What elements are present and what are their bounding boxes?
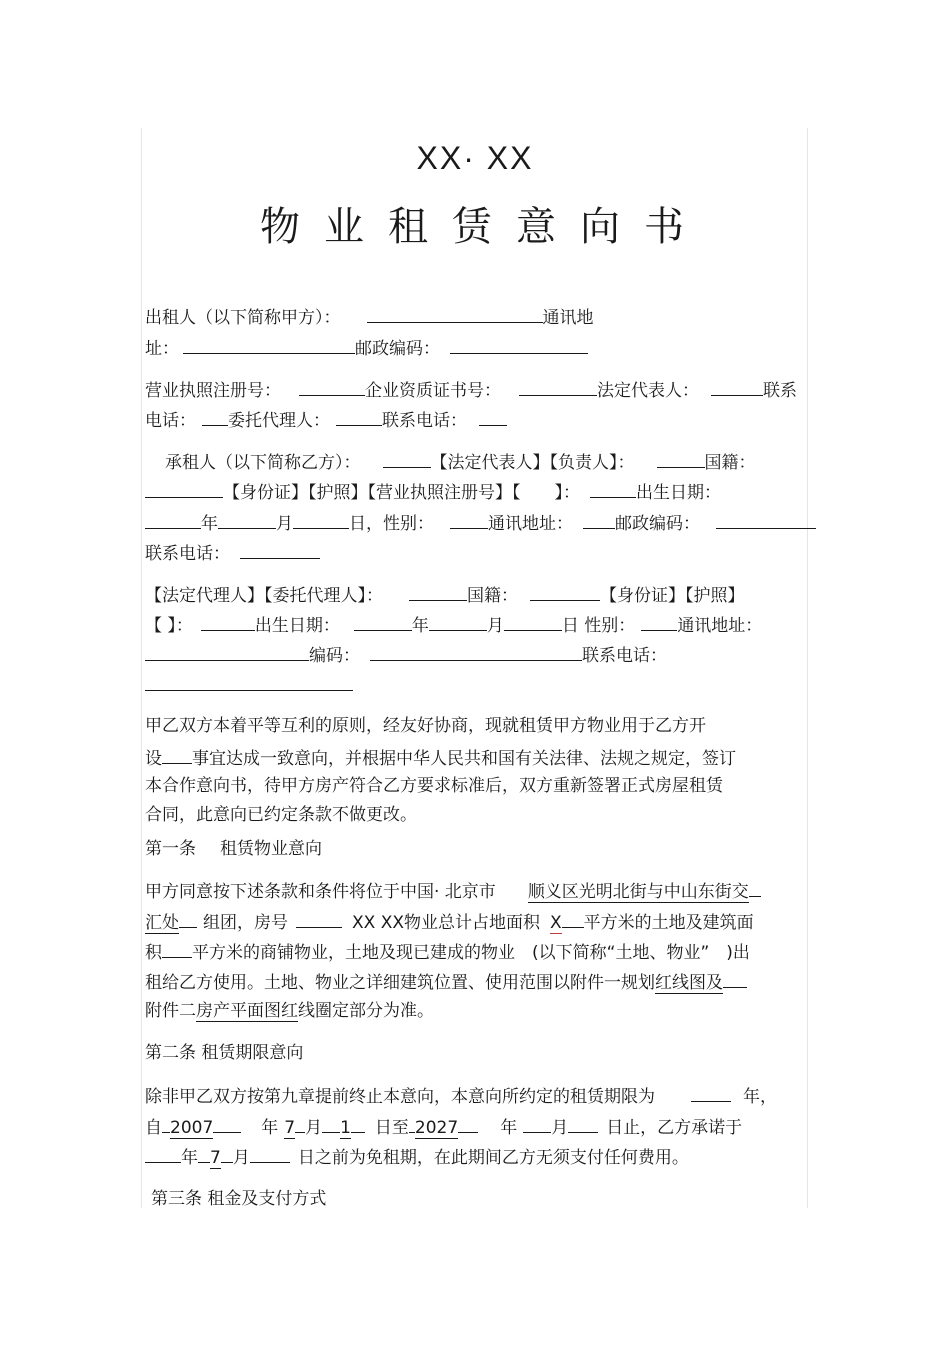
end-month-label: 月	[551, 1118, 569, 1138]
intro-line-2-end: 事宜达成一致意向，并根据中华人民共和国有关法律、法规之规定，签订	[192, 749, 736, 769]
article1-line-5	[145, 1000, 434, 1022]
article3-heading: 第三条 租金及支付方式	[151, 1189, 327, 1209]
room-number-blank	[296, 910, 342, 928]
free-month-label: 月	[232, 1148, 250, 1168]
article1-line-2	[145, 910, 754, 934]
birthdate-label: 出生日期：	[636, 483, 721, 503]
lessee-line-1	[165, 450, 756, 474]
birth-month-blank	[218, 511, 276, 529]
start-year: 2007	[170, 1118, 214, 1138]
lessee-phone-label: 联系电话：	[145, 544, 230, 564]
lessee-address-blank	[583, 511, 615, 529]
address-blank	[183, 336, 355, 354]
year-label: 年	[201, 514, 218, 534]
agent-id-type-label: 【身份证】【护照】	[600, 586, 745, 606]
start-year-lead	[162, 1115, 170, 1133]
article1-heading	[145, 838, 322, 860]
from-label: 自	[145, 1118, 162, 1138]
agent-birth-year-blank	[354, 613, 412, 631]
agent-address-blank	[145, 643, 309, 661]
agent-line-2	[145, 613, 762, 637]
redline-map-blank	[723, 970, 747, 988]
lessee-line-4	[145, 541, 320, 565]
agent-label: 委托代理人：	[228, 411, 330, 431]
lessor-line-4	[145, 408, 507, 432]
agent-phone-label: 联系电话：	[582, 646, 667, 666]
agent-phone-blank	[145, 673, 353, 691]
id-type-label: 【身份证】【护照】【营业执照注册号】【	[223, 483, 521, 503]
start-month: 7	[284, 1118, 296, 1138]
property-location-end: 汇处	[145, 913, 179, 933]
article2-heading: 第二条 租赁期限意向	[145, 1043, 304, 1063]
start-month-label: 月	[305, 1118, 323, 1138]
end-year-tail	[458, 1115, 478, 1133]
document-title-code: XX· XX	[416, 140, 534, 176]
postcode-label: 邮政编码：	[355, 339, 440, 359]
building-area-label: 平方米的土地及建筑面	[583, 913, 754, 933]
lessee-label: 承租人（以下简称乙方）：	[165, 453, 361, 473]
location-blank-tail	[749, 879, 761, 897]
agent-birth-day-blank	[504, 613, 562, 631]
license-blank	[299, 378, 365, 396]
phone-label-end: 电话：	[145, 411, 196, 431]
end-month-blank	[523, 1115, 551, 1133]
lessor-line-1	[145, 305, 594, 329]
lessor-label: 出租人（以下简称甲方）：	[145, 308, 341, 328]
free-month-tail	[221, 1145, 233, 1163]
start-day-lead	[322, 1115, 340, 1133]
lessor-line-2	[145, 336, 588, 360]
intro-line-1: 甲乙双方本着平等互利的原则，经友好协商，现就租赁甲方物业用于乙方开	[145, 716, 706, 736]
agent-phone-blank	[479, 408, 507, 426]
location-end-blank	[179, 910, 197, 928]
end-day-blank	[568, 1115, 598, 1133]
start-year-label: 年	[261, 1118, 279, 1138]
building-area-blank	[162, 940, 192, 958]
free-month: 7	[210, 1148, 221, 1168]
redline-map-ref: 红线图及	[655, 973, 723, 993]
free-year-label: 年	[181, 1148, 198, 1168]
agent-gender-label: 日 性别：	[561, 616, 636, 636]
start-year-tail	[213, 1115, 241, 1133]
free-year-blank	[145, 1145, 181, 1163]
group-room-label: 组团，房号	[203, 913, 288, 933]
article2-line-2	[145, 1115, 742, 1139]
article1-line-3	[145, 940, 750, 964]
agent-address-label: 通讯地址：	[677, 616, 763, 636]
lessee-rep-label: 【法定代表人】【负责人】：	[430, 453, 635, 473]
intro-line-3: 本合作意向书，待甲方房产符合乙方要求标准后，双方重新签署正式房屋租赁	[145, 776, 723, 796]
legal-rep-blank	[711, 378, 763, 396]
land-area-value: X	[550, 913, 562, 933]
intro-line-4: 合同，此意向已约定条款不做更改。	[145, 805, 417, 825]
article2-text-3: 日之前为免租期，在此期间乙方无须支付任何费用。	[297, 1148, 689, 1168]
article1-number: 第一条	[145, 839, 196, 859]
agent-name-blank	[409, 583, 467, 601]
agent-id-bracket: 【 】：	[145, 616, 193, 636]
article1-text-1: 甲方同意按下述条款和条件将位于中国· 北京市	[145, 882, 496, 902]
lessee-line-3	[145, 511, 816, 535]
phone-blank	[202, 408, 228, 426]
address-label-end: 址：	[145, 339, 179, 359]
agent-phone-label: 联系电话：	[382, 411, 467, 431]
agent-month-label: 月	[486, 616, 504, 636]
floor-plan-ref: 房产平面图红	[196, 1001, 298, 1021]
address-label-start: 通讯地	[542, 308, 594, 328]
gender-blank	[450, 511, 488, 529]
agent-birth-month-blank	[429, 613, 487, 631]
nationality-label: 国籍：	[704, 453, 756, 473]
legal-rep-label: 法定代表人：	[597, 381, 699, 401]
agent-nationality-blank	[530, 583, 600, 601]
lessor-name-blank	[367, 305, 543, 323]
annex2-label: 附件二	[145, 1001, 196, 1021]
qualification-label: 企业资质证书号：	[365, 381, 501, 401]
nationality-blank	[145, 480, 223, 498]
gender-label: 日，性别：	[349, 514, 434, 534]
intro-line-2-start: 设	[145, 749, 162, 769]
article1-text-5: 线圈定部分为准。	[298, 1001, 434, 1021]
month-label: 月	[276, 514, 293, 534]
article1-text-4: 租给乙方使用。土地、物业之详细建筑位置、使用范围以附件一规划	[145, 973, 655, 993]
area-label-end: 积	[145, 943, 162, 963]
lease-years-blank	[691, 1084, 731, 1102]
free-day-blank	[250, 1145, 290, 1163]
land-area-label: XX XX物业总计占地面积	[352, 913, 540, 933]
birth-year-blank	[145, 511, 201, 529]
birth-day-blank	[293, 511, 349, 529]
intro-line-2	[145, 746, 736, 770]
qualification-blank	[519, 378, 597, 396]
business-purpose-blank	[162, 746, 192, 764]
start-day-tail	[351, 1115, 365, 1133]
agent-nationality-label: 国籍：	[467, 586, 518, 606]
lessor-line-3	[145, 378, 797, 402]
agent-type-label: 【法定代理人】【委托代理人】：	[145, 586, 383, 606]
agent-postcode-label: 编码：	[309, 646, 360, 666]
lessee-rep-blank	[657, 450, 705, 468]
agent-blank	[336, 408, 382, 426]
start-day: 1	[340, 1118, 351, 1138]
article2-text-1: 除非甲乙双方按第九章提前终止本意向，本意向所约定的租赁期限为	[145, 1087, 655, 1107]
lessee-line-2	[145, 480, 721, 504]
lessee-postcode-blank	[716, 511, 816, 529]
article1-text-3: 平方米的商铺物业，土地及现已建成的物业 (以下简称“土地、物业” )出	[192, 943, 750, 963]
free-month-lead	[198, 1145, 210, 1163]
to-label: 日至	[374, 1118, 409, 1138]
lessee-address-label: 通讯地址：	[488, 514, 573, 534]
id-type-close: 】：	[554, 483, 580, 503]
agent-postcode-blank	[370, 643, 582, 661]
article1-title: 租赁物业意向	[220, 839, 322, 859]
years-label: 年，	[743, 1087, 777, 1107]
agent-birthdate-label: 出生日期：	[254, 616, 340, 636]
agent-id-blank	[201, 613, 255, 631]
license-label: 营业执照注册号：	[145, 381, 281, 401]
article2-line-3	[145, 1145, 689, 1169]
end-year: 2027	[414, 1118, 459, 1138]
article2-text-2: 日止，乙方承诺于	[606, 1118, 743, 1138]
start-month-tail	[295, 1115, 305, 1133]
postcode-blank	[450, 336, 588, 354]
agent-line-1	[145, 583, 745, 607]
end-year-label: 年	[500, 1118, 518, 1138]
page-border-right	[807, 128, 808, 1208]
property-location: 顺义区光明北街与中山东街交	[527, 882, 749, 902]
article2-line-1	[145, 1084, 777, 1108]
contact-label-start: 联系	[763, 381, 797, 401]
page-border-left	[141, 128, 142, 1208]
id-number-blank	[590, 480, 636, 498]
agent-gender-blank	[641, 613, 677, 631]
lessee-name-blank	[383, 450, 431, 468]
lessee-postcode-label: 邮政编码：	[615, 514, 700, 534]
agent-year-label: 年	[411, 616, 429, 636]
document-title: 物业租赁意向书	[260, 204, 708, 250]
article1-line-4	[145, 970, 747, 994]
agent-line-4	[145, 673, 353, 697]
land-area-blank	[562, 910, 584, 928]
agent-line-3	[145, 643, 667, 667]
article1-line-1	[145, 879, 761, 903]
lessee-phone-blank	[240, 541, 320, 559]
